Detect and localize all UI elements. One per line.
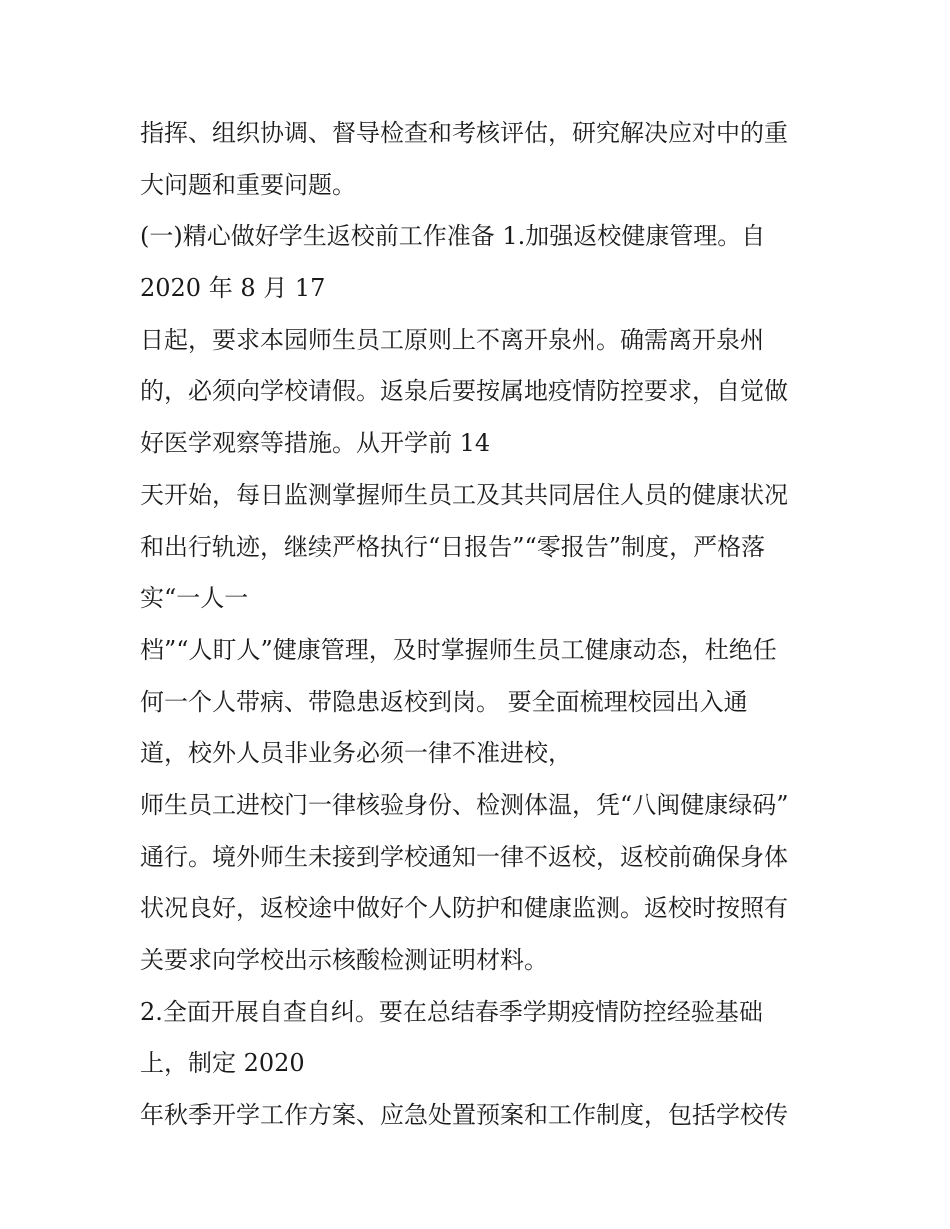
text-line: 何一个人带病、带隐患返校到岗。 要全面梳理校园出入通 <box>140 687 748 716</box>
text-line: 天开始，每日监测掌握师生员工及其共同居住人员的健康状况 <box>140 480 788 509</box>
text-line: (一)精心做好学生返校前工作准备 1.加强返校健康管理。自 <box>140 222 766 251</box>
text-line: 状况良好，返校途中做好个人防护和健康监测。返校时按照有 <box>140 894 788 923</box>
text-line: 2020 年 8 月 17 <box>140 274 326 303</box>
text-line: 的，必须向学校请假。返泉后要按属地疫情防控要求，自觉做 <box>140 377 788 406</box>
text-line: 和出行轨迹，继续严格执行“日报告”“零报告”制度，严格落 <box>140 532 766 561</box>
text-line: 上，制定 2020 <box>140 1049 305 1078</box>
text-line: 实“一人一 <box>140 584 249 613</box>
text-line: 通行。境外师生未接到学校通知一律不返校，返校前确保身体 <box>140 842 788 871</box>
text-line: 日起，要求本园师生员工原则上不离开泉州。确需离开泉州 <box>140 325 764 354</box>
text-line: 2.全面开展自查自纠。要在总结春季学期疫情防控经验基础 <box>140 997 763 1026</box>
text-line: 好医学观察等措施。从开学前 14 <box>140 429 491 458</box>
text-line: 大问题和重要问题。 <box>140 170 356 199</box>
document-body <box>140 108 830 1142</box>
text-line: 指挥、组织协调、督导检查和考核评估，研究解决应对中的重 <box>140 119 788 147</box>
text-line: 关要求向学校出示核酸检测证明材料。 <box>140 946 548 974</box>
text-line: 师生员工进校门一律核验身份、检测体温，凭“八闽健康绿码” <box>140 790 789 819</box>
text-line: 年秋季开学工作方案、应急处置预案和工作制度，包括学校传 <box>140 1101 788 1130</box>
text-line: 档”“人盯人”健康管理，及时掌握师生员工健康动态，杜绝任 <box>140 635 777 664</box>
text-line: 道，校外人员非业务必须一律不准进校， <box>140 739 572 768</box>
